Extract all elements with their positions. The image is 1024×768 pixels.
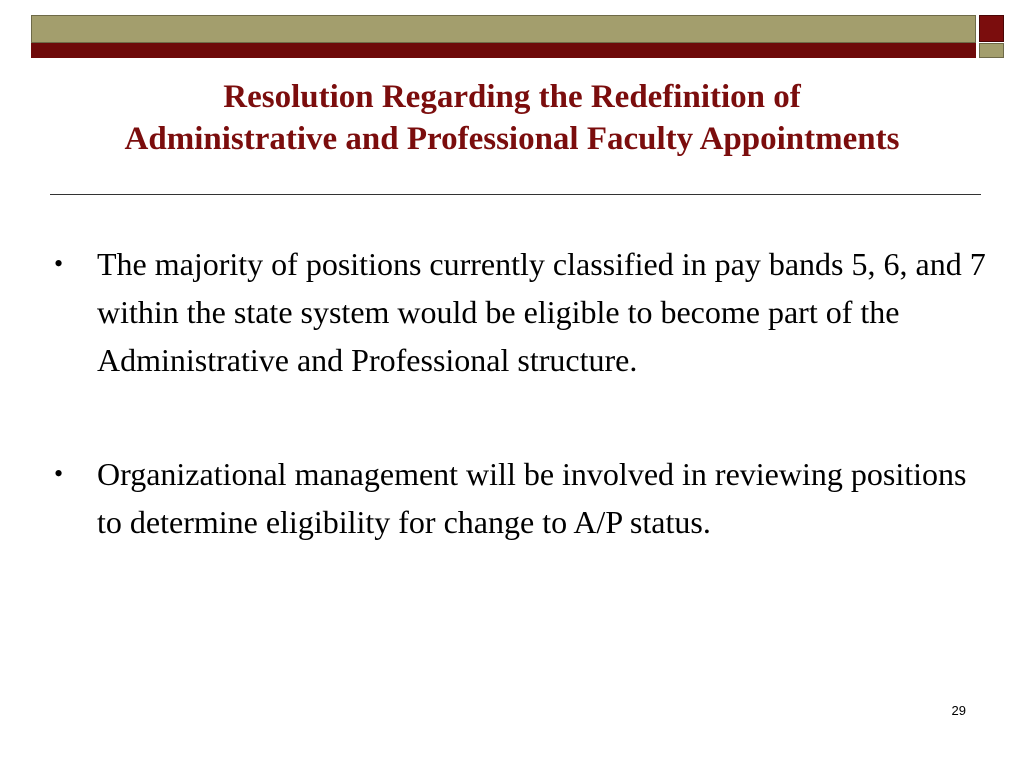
page-number: 29 [951, 703, 966, 718]
bullet-text: Organizational management will be involved in reviewing positions to determine eligibility for change to A/P status. [97, 456, 967, 540]
slide-title [20, 76, 1004, 160]
slide-title-line: Resolution Regarding the Redefinition of [223, 79, 801, 115]
bullet-text: The majority of positions currently classified in pay bands 5, 6, and 7 within the state system would be eligible to become part of the Administrative and Professional structure. [97, 246, 986, 378]
header-banner-maroon-bar [31, 43, 976, 58]
header-corner-maroon-square [979, 15, 1004, 42]
bullet-item [46, 240, 986, 384]
bullet-dot-icon: • [54, 459, 64, 488]
slide-title-line: Administrative and Professional Faculty Appointments [124, 121, 900, 157]
bullet-dot-icon: • [54, 249, 64, 278]
title-divider [50, 194, 981, 195]
bullet-item [46, 450, 986, 546]
bullet-list [46, 240, 986, 546]
header-corner-olive-square [979, 43, 1004, 58]
header-banner-olive-bar [31, 15, 976, 43]
